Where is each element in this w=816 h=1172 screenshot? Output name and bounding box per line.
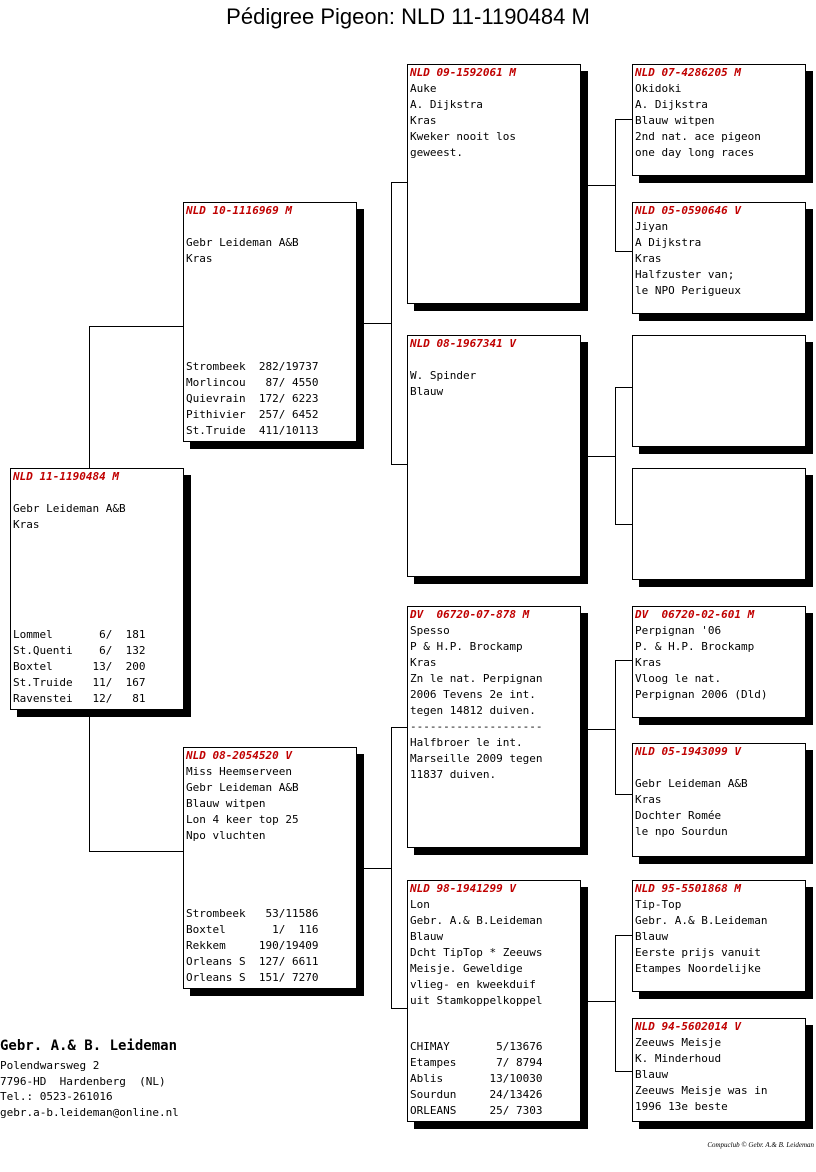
detail-line [186, 219, 354, 235]
pigeon-details [410, 623, 578, 783]
race-result-line: CHIMAY 5/13676 [410, 1040, 543, 1053]
detail-line: Perpignan '06 [635, 624, 722, 637]
breeder-email[interactable]: gebr.a-b.leideman@online.nl [0, 1105, 179, 1119]
ring-number: NLD 11-1190484 M [13, 470, 119, 483]
ring-number [635, 469, 803, 485]
race-result-line: Lommel 6/ 181 [13, 628, 146, 641]
footer-credit: Compuclub © Gebr. A.& B. Leideman [707, 1141, 814, 1149]
race-result-line: Pithivier 257/ 6452 [186, 408, 319, 421]
ring-number: NLD 95-5501868 M [635, 882, 741, 895]
detail-line: Kras [410, 656, 437, 669]
ring-number: NLD 10-1116969 M [186, 204, 292, 217]
detail-line: Dochter Romée [635, 809, 722, 822]
detail-line: K. Minderhoud [635, 1052, 722, 1065]
detail-line: 11837 duiven. [410, 768, 497, 781]
race-result-line: Orleans S 151/ 7270 [186, 971, 319, 984]
detail-line: Blauw witpen [186, 797, 266, 810]
detail-line: Blauw [635, 930, 669, 943]
pigeon-card-father-father[interactable] [407, 64, 581, 304]
detail-line: Blauw witpen [635, 114, 715, 127]
pigeon-card-mff[interactable] [632, 606, 806, 718]
pigeon-card-fmm[interactable] [632, 468, 806, 580]
pigeon-card-mmm[interactable] [632, 1018, 806, 1122]
ring-number: DV 06720-02-601 M [635, 608, 755, 621]
detail-line: Etampes Noordelijke [635, 962, 761, 975]
race-result-line: Morlincou 87/ 4550 [186, 376, 319, 389]
detail-line: Perpignan 2006 (Dld) [635, 688, 768, 701]
pigeon-card-mother-mother[interactable] [407, 880, 581, 1122]
detail-line: Kras [13, 518, 40, 531]
detail-line: Kras [635, 252, 662, 265]
pigeon-details [635, 897, 803, 977]
detail-line: Jiyan [635, 220, 669, 233]
ring-number: NLD 05-1943099 V [635, 745, 741, 758]
detail-line: Tip-Top [635, 898, 682, 911]
detail-line: uit Stamkoppelkoppel [410, 994, 543, 1007]
race-results [13, 627, 145, 707]
detail-line: A. Dijkstra [635, 98, 708, 111]
breeder-name: Gebr. A.& B. Leideman [0, 1038, 178, 1054]
detail-line: Gebr. A.& B.Leideman [410, 914, 543, 927]
detail-line [635, 760, 803, 776]
detail-line [13, 485, 181, 501]
race-result-line: Etampes 7/ 8794 [410, 1056, 543, 1069]
detail-line: Npo vluchten [186, 829, 266, 842]
race-result-line: St.Truide 411/10113 [186, 424, 319, 437]
detail-line: Kras [635, 656, 662, 669]
detail-line [410, 352, 578, 368]
detail-line: A. Dijkstra [410, 98, 483, 111]
race-result-line: Rekkem 190/19409 [186, 939, 319, 952]
detail-line: Halfzuster van; [635, 268, 735, 281]
race-result-line: Boxtel 1/ 116 [186, 923, 319, 936]
race-result-line: Ablis 13/10030 [410, 1072, 543, 1085]
pigeon-card-fmf[interactable] [632, 335, 806, 447]
pigeon-card-subject[interactable] [10, 468, 184, 710]
detail-line: Lon [410, 898, 430, 911]
pigeon-details [13, 485, 181, 533]
detail-line: geweest. [410, 146, 463, 159]
race-result-line: Sourdun 24/13426 [410, 1088, 543, 1101]
ring-number: NLD 08-2054520 V [186, 749, 292, 762]
pigeon-card-ffm[interactable] [632, 202, 806, 314]
ring-number: NLD 98-1941299 V [410, 882, 516, 895]
detail-line: 2006 Tevens 2e int. [410, 688, 536, 701]
detail-line: Zeeuws Meisje [635, 1036, 722, 1049]
detail-line: Kras [186, 252, 213, 265]
detail-line: le NPO Perigueux [635, 284, 741, 297]
pigeon-card-father[interactable] [183, 202, 357, 442]
race-result-line: St.Quenti 6/ 132 [13, 644, 146, 657]
breeder-street: Polendwarsweg 2 [0, 1059, 100, 1072]
detail-line: Zn le nat. Perpignan [410, 672, 543, 685]
pigeon-details [635, 760, 803, 840]
detail-line: Blauw [635, 1068, 669, 1081]
detail-line: tegen 14812 duiven. [410, 704, 536, 717]
detail-line: Gebr Leideman A&B [186, 236, 299, 249]
race-result-line: Quievrain 172/ 6223 [186, 392, 319, 405]
page-title: Pédigree Pigeon: NLD 11-1190484 M [226, 4, 590, 29]
detail-line: le npo Sourdun [635, 825, 728, 838]
detail-line: vlieg- en kweekduif [410, 978, 536, 991]
detail-line: Gebr Leideman A&B [635, 777, 748, 790]
detail-line: Eerste prijs vanuit [635, 946, 761, 959]
pigeon-card-mmf[interactable] [632, 880, 806, 992]
detail-line: 1996 13e beste [635, 1100, 728, 1113]
pigeon-details [635, 1035, 803, 1115]
detail-line: Gebr. A.& B.Leideman [635, 914, 768, 927]
detail-line: Miss Heemserveen [186, 765, 292, 778]
ring-number: NLD 08-1967341 V [410, 337, 516, 350]
ring-number: DV 06720-07-878 M [410, 608, 530, 621]
detail-line: Halfbroer le int. [410, 736, 523, 749]
race-result-line: Ravenstei 12/ 81 [13, 692, 146, 705]
detail-line: Gebr Leideman A&B [186, 781, 299, 794]
detail-line: Spesso [410, 624, 450, 637]
detail-line: Kras [410, 114, 437, 127]
race-result-line: Strombeek 282/19737 [186, 360, 319, 373]
detail-line: Auke [410, 82, 437, 95]
detail-line: W. Spinder [410, 369, 477, 382]
ring-number: NLD 07-4286205 M [635, 66, 741, 79]
detail-line: Blauw [410, 385, 444, 398]
race-results [186, 906, 318, 986]
race-result-line: Orleans S 127/ 6611 [186, 955, 319, 968]
pigeon-details [186, 219, 354, 267]
detail-line: Gebr Leideman A&B [13, 502, 126, 515]
detail-line: Meisje. Geweldige [410, 962, 523, 975]
pigeon-card-mother-father[interactable] [407, 606, 581, 848]
pigeon-details [186, 764, 354, 844]
pigeon-card-father-mother[interactable] [407, 335, 581, 577]
pigeon-details [635, 81, 803, 161]
detail-line: Kras [635, 793, 662, 806]
detail-line: one day long races [635, 146, 755, 159]
race-results [410, 1039, 542, 1119]
detail-line: Okidoki [635, 82, 682, 95]
race-result-line: St.Truide 11/ 167 [13, 676, 146, 689]
detail-line: P & H.P. Brockamp [410, 640, 523, 653]
detail-line: Kweker nooit los [410, 130, 516, 143]
race-result-line: Strombeek 53/11586 [186, 907, 319, 920]
detail-line: Zeeuws Meisje was in [635, 1084, 768, 1097]
pigeon-details [635, 623, 803, 703]
pigeon-card-fff[interactable] [632, 64, 806, 176]
ring-number: NLD 05-0590646 V [635, 204, 741, 217]
ring-number [635, 336, 803, 352]
detail-line: Vloog le nat. [635, 672, 722, 685]
detail-line: Marseille 2009 tegen [410, 752, 543, 765]
pigeon-card-mother[interactable] [183, 747, 357, 989]
detail-line: A Dijkstra [635, 236, 702, 249]
pigeon-details [410, 81, 578, 161]
detail-line: -------------------- [410, 720, 543, 733]
breeder-info [0, 1036, 179, 1120]
pigeon-details [410, 352, 578, 400]
race-result-line: ORLEANS 25/ 7303 [410, 1104, 543, 1117]
detail-line: 2nd nat. ace pigeon [635, 130, 761, 143]
race-results [186, 359, 318, 439]
detail-line: Lon 4 keer top 25 [186, 813, 299, 826]
detail-line: Blauw [410, 930, 444, 943]
pigeon-card-mfm[interactable] [632, 743, 806, 857]
breeder-phone: Tel.: 0523-261016 [0, 1090, 113, 1103]
ring-number: NLD 09-1592061 M [410, 66, 516, 79]
pigeon-details [410, 897, 578, 1009]
detail-line: P. & H.P. Brockamp [635, 640, 755, 653]
detail-line: Dcht TipTop * Zeeuws [410, 946, 543, 959]
ring-number: NLD 94-5602014 V [635, 1020, 741, 1033]
pigeon-details [635, 219, 803, 299]
breeder-city: 7796-HD Hardenberg (NL) [0, 1074, 166, 1088]
race-result-line: Boxtel 13/ 200 [13, 660, 146, 673]
